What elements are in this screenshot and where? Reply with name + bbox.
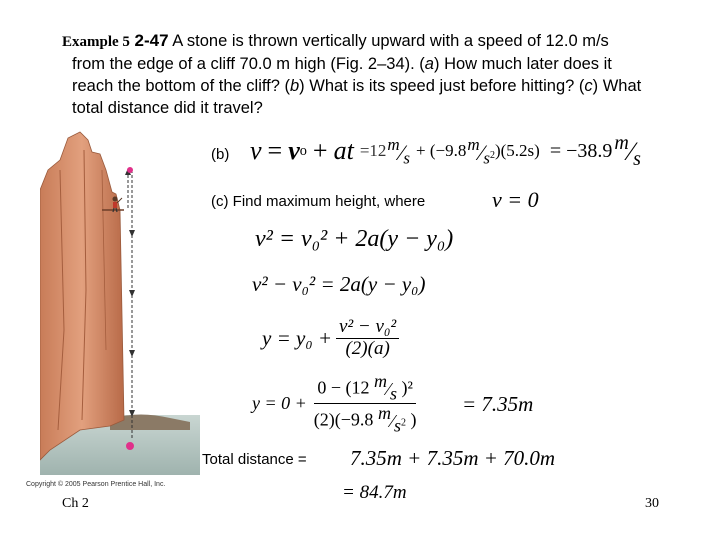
problem-line-1: A stone is thrown vertically upward with a speed of 12.0 m/s (172, 32, 609, 50)
eq-b-v0-sub: o (299, 142, 307, 159)
eq-b-at: at (333, 136, 354, 165)
eq-b-term2: + (−9.8 (416, 141, 467, 160)
unit-s: s (403, 148, 411, 168)
eq-b-unit-ms2: m⁄s2 (467, 134, 495, 168)
part-a-letter: a (424, 55, 434, 73)
unit-s: s (393, 415, 401, 436)
unit-s: s (633, 148, 641, 170)
problem-line-3-mid: ) What is its speed just before hitting? ( (299, 77, 585, 95)
arrow-down-icon (129, 230, 135, 237)
figure-copyright: Copyright © 2005 Pearson Prentice Hall, Inc. (26, 481, 166, 488)
eq-b-result: = −38.9 (549, 139, 613, 162)
part-c-letter: c (584, 77, 593, 95)
example-label: Example 5 (62, 34, 130, 50)
problem-number: 2-47 (134, 31, 169, 50)
cliff-illustration (40, 130, 200, 480)
eq4-num-pre: 0 − (12 (317, 377, 370, 398)
eq-b-v0: v (288, 136, 300, 165)
unit-m: m (467, 134, 480, 154)
arrow-down-icon (129, 350, 135, 357)
part-c-condition: v = 0 (492, 187, 539, 212)
eq4-result: = 7.35m (462, 392, 534, 416)
equation-3 (262, 310, 399, 366)
eq-b-unit-ms: m⁄s (387, 134, 411, 168)
total-distance-expression: 7.35m + 7.35m + 70.0m (350, 446, 556, 470)
eq-b-plus: + (312, 136, 328, 165)
equation-1: v² = v₀² + 2a(y − y₀) (255, 226, 454, 252)
unit-s: s (483, 148, 490, 168)
unit-m: m (377, 402, 391, 423)
eq3-numerator: v² − v₀² (336, 317, 399, 339)
eq-b-v: v (250, 136, 262, 165)
problem-line-4: total distance did it travel? (72, 99, 263, 117)
total-distance-result: = 84.7m (342, 482, 407, 503)
unit-exp: 2 (489, 149, 495, 161)
unit-m: m (374, 370, 387, 391)
equation-4 (252, 368, 419, 438)
eq4-lhs: y = 0 + (252, 392, 307, 413)
total-distance-label: Total distance = (202, 451, 307, 468)
equation-2: v² − v₀² = 2a(y − y₀) (252, 272, 426, 296)
part-c-label: (c) Find maximum height, where (211, 193, 426, 210)
part-b-equation (250, 130, 641, 172)
eq4-den-post: ) (410, 408, 417, 429)
part-b-letter: b (289, 77, 300, 95)
eq-b-equals: = (267, 136, 283, 165)
eq4-fraction (311, 372, 420, 434)
problem-line-2: from the edge of a cliff 70.0 m high (Fig. 2–34). ( (72, 55, 425, 73)
stone-apex-dot (127, 167, 133, 173)
eq4-den-pre: (2)(−9.8 (313, 408, 374, 429)
unit-m: m (614, 132, 629, 154)
eq-b-term1: =12 (359, 141, 387, 160)
eq4-den-unit: m⁄s2 (377, 402, 406, 436)
unit-m: m (387, 134, 400, 154)
problem-line-2-end: ) How much later does it (433, 55, 612, 73)
arrow-down-icon (129, 290, 135, 297)
eq4-numerator (314, 372, 416, 404)
eq4-denominator (311, 404, 420, 435)
eq-b-result-unit: m⁄s (614, 132, 641, 170)
problem-line-3-end: ) What (592, 77, 642, 95)
eq3-denominator: (2)(a) (345, 337, 390, 359)
page-number: 30 (645, 496, 659, 511)
problem-statement (62, 30, 712, 119)
eq4-num-post: )² (401, 377, 413, 398)
eq3-fraction (336, 317, 399, 360)
unit-s: s (390, 383, 398, 404)
chapter-footer: Ch 2 (62, 496, 89, 511)
stone-landing-dot (126, 442, 134, 450)
unit-exp: 2 (400, 416, 406, 428)
eq3-lhs: y = y₀ + (262, 325, 333, 350)
cliff-figure (40, 130, 200, 480)
eq-b-term2-end: )(5.2s) (494, 141, 540, 160)
part-b-label: (b) (211, 146, 230, 163)
problem-line-3: reach the bottom of the cliff? ( (72, 77, 290, 95)
eq4-num-unit: m⁄s (374, 370, 398, 404)
